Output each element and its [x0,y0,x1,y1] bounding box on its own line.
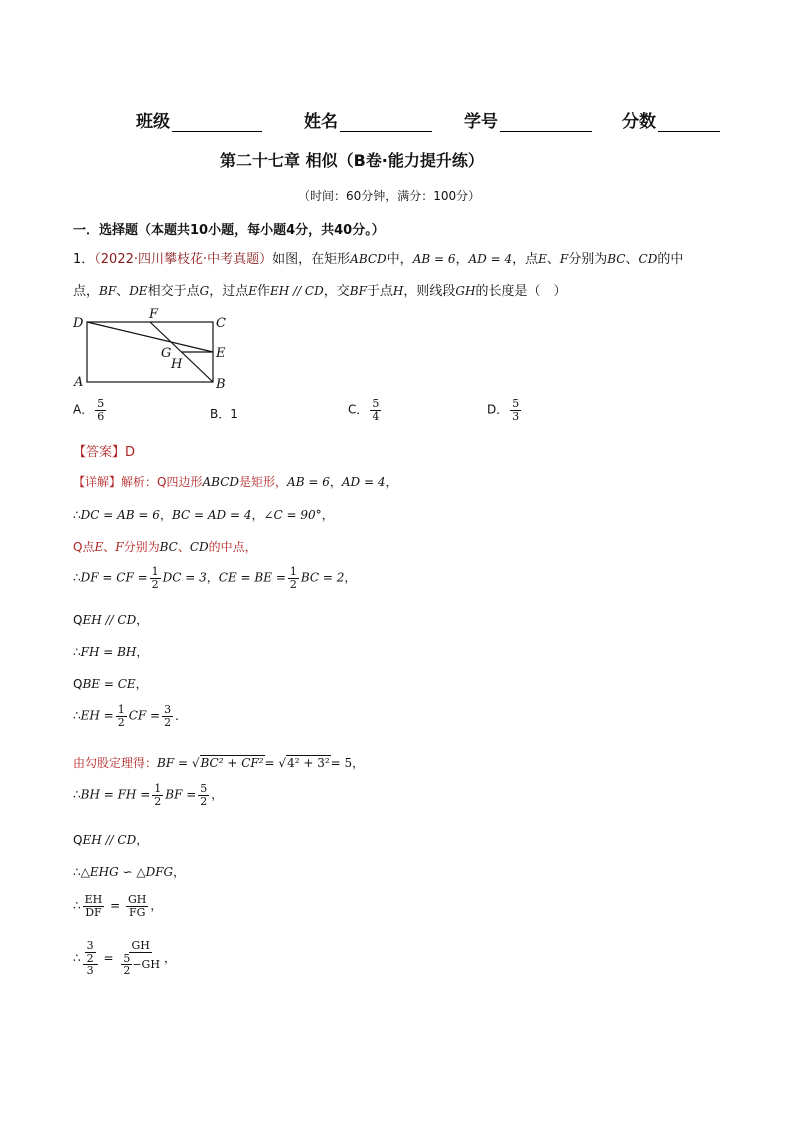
solution-line-3: Q点E、F分别为BC、CD的中点， [73,540,257,554]
question-source: （2022·四川攀枝花·中考真题） [94,252,273,267]
option-a[interactable]: A． $\frac{5}{6}$ [73,397,105,423]
solution-line-5: QEH // CD， [73,613,149,627]
solution-line-4: ∴DF = CF = $\frac{1}{2}$ DC = 3，CE = BE = $\frac{1}{2}$ BC = 2， [73,565,357,591]
option-c[interactable]: C． $\frac{5}{4}$ [348,397,380,423]
section-heading: 一．选择题（本题共10小题，每小题4分，共40分。） [73,223,385,238]
option-d[interactable]: D． $\frac{5}{3}$ [487,397,520,423]
class-label: 班级 [136,112,170,132]
geometry-figure [70,308,240,394]
solution-line-6: ∴FH = BH， [73,645,149,659]
solution-line-9: 由勾股定理得：BF = √BC² + CF²= √4² + 3²= 5， [73,756,365,770]
score-label: 分数 [622,112,656,132]
class-field[interactable] [136,107,262,132]
solution-line-12: ∴△EHG ∽ △DFG， [73,865,186,879]
label-b: B [216,377,226,392]
segment-de [87,322,213,352]
name-label: 姓名 [304,112,338,132]
solution-line-14: ∴ $\frac{\frac{3}{2}}{3}$ = GH $\frac{5}{2}$ −GH ， [73,939,176,978]
label-c: C [216,316,226,331]
solution-line-8: ∴EH = $\frac{1}{2}$ CF = $\frac{3}{2}$ ． [73,703,188,729]
label-h: H [171,357,183,372]
option-b[interactable]: B．1 [210,407,238,421]
solution-label: 【详解】 [73,475,122,489]
question-number: 1． [73,252,95,267]
name-blank[interactable] [340,115,432,132]
label-a: A [74,375,84,390]
label-e: E [216,346,226,361]
id-blank[interactable] [500,115,592,132]
id-field[interactable] [464,107,592,132]
solution-line-10: ∴BH = FH = $\frac{1}{2}$ BF = $\frac{5}{2}$ ， [73,782,224,808]
page-title: 第二十七章 相似（B卷·能力提升练） [220,151,484,170]
solution-line-1: 【详解】解析：Q四边形ABCD是矩形，AB = 6，AD = 4， [73,475,398,489]
id-label: 学号 [464,112,498,132]
solution-line-2: ∴DC = AB = 6，BC = AD = 4，∠C = 90°， [73,508,334,522]
label-f: F [149,308,159,322]
class-blank[interactable] [172,115,262,132]
solution-line-13: ∴ $\frac{EH}{DF}$ = $\frac{GH}{FG}$ ， [73,893,163,919]
question-line-1: 1．（2022·四川攀枝花·中考真题）如图，在矩形ABCD中，AB = 6，AD = 4，点E、F分别为BC、CD的中 [73,252,684,267]
answer: 【答案】D [73,445,136,460]
label-g: G [161,346,172,361]
solution-line-7: QBE = CE， [73,677,148,691]
page-subtitle: （时间：60分钟，满分：100分） [298,189,481,203]
score-field[interactable] [622,107,720,132]
question-line-2: 点，BF、DE相交于点G，过点E作EH // CD，交BF于点H，则线段GH的长度是（ ） [73,284,567,299]
name-field[interactable] [304,107,432,132]
answer-value: D [125,445,136,460]
solution-line-11: QEH // CD， [73,833,149,847]
label-d: D [73,316,84,331]
score-blank[interactable] [658,115,720,132]
